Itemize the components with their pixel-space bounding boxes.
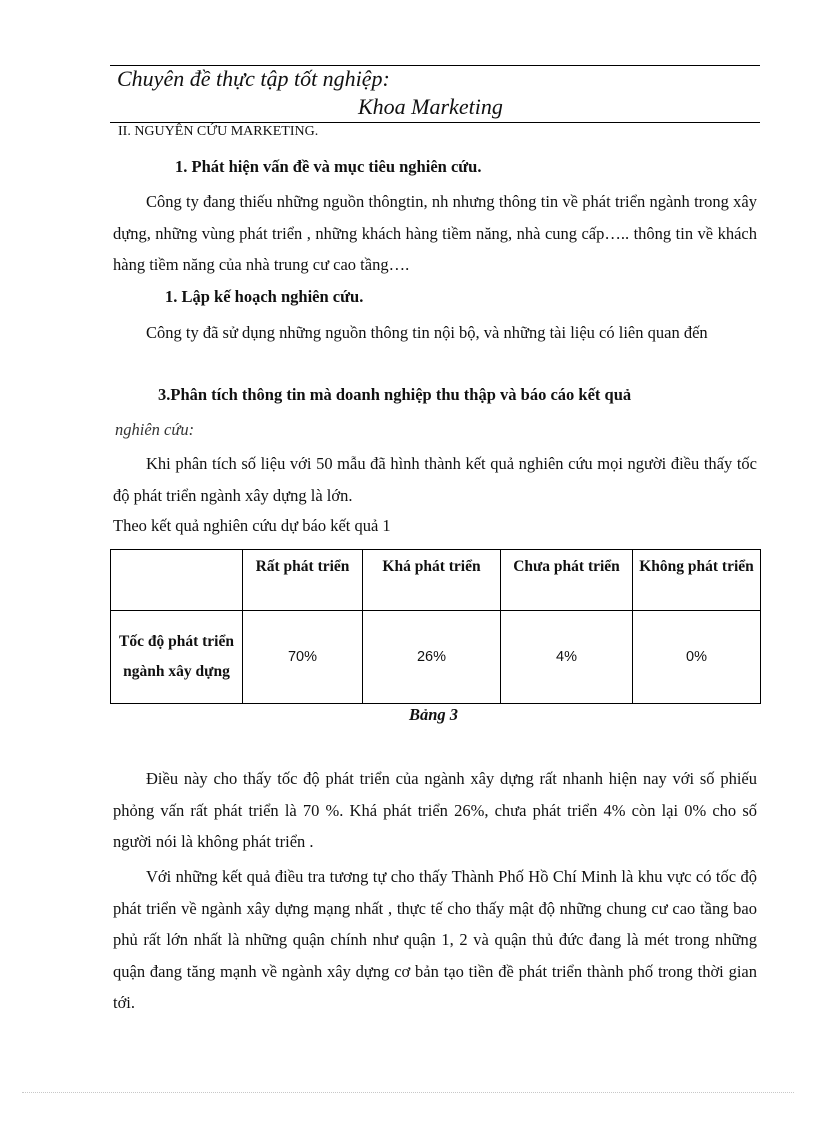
heading-analysis: 3.Phân tích thông tin mà doanh nghiệp thu thập và báo cáo kết quả: [158, 385, 632, 404]
table-header-cell: Khá phát triển: [363, 550, 501, 611]
paragraph-information-sources: Công ty đã sử dụng những nguồn thông tin nội bộ, và những tài liệu có liên quan đến: [146, 323, 708, 342]
header-department: Khoa Marketing: [358, 94, 503, 119]
paragraph-analysis-result: Khi phân tích số liệu với 50 mẫu đã hình thành kết quả nghiên cứu mọi người điều thấy tốc độ phát triển ngành xây dựng là lớn.: [113, 454, 757, 505]
table-cell: 4%: [501, 611, 633, 704]
heading-problem-objectives: 1. Phát hiện vấn đề và mục tiêu nghiên cứu.: [175, 157, 482, 176]
section-title: II. NGUYÊN CỨU MARKETING.: [118, 124, 319, 139]
results-table: [110, 549, 761, 704]
heading-research-plan: 1. Lập kế hoạch nghiên cứu.: [165, 287, 364, 306]
paragraph-hcmc-findings: Với những kết quả điều tra tương tự cho thấy Thành Phố Hồ Chí Minh là khu vực có tốc độ phát triển về ngành xây dựng mạng nhất , thực tế cho thấy mật độ những chung cư cao tầng bao phủ rất lớn nhất là những quận chính như quận 1, 2 và quận thủ đức đang là mét trong những quận đang tăng mạnh về ngành xây dựng cơ bản tạo tiền đề phát triển thành phố trong thời gian tới.: [113, 867, 757, 1012]
table-header-cell: Rất phát triển: [243, 550, 363, 611]
table-caption: Bảng 3: [409, 705, 459, 724]
table-cell: 70%: [243, 611, 363, 704]
table-row: [111, 611, 761, 704]
table-header-cell: [111, 550, 243, 611]
heading-analysis-continued: nghiên cứu:: [115, 420, 195, 439]
table-header-cell: Không phát triển: [633, 550, 761, 611]
header-bottom-rule: [110, 122, 760, 123]
table-cell: 0%: [633, 611, 761, 704]
paragraph-information-gap: Công ty đang thiếu những nguồn thôngtin, nh nhưng thông tin về phát triển ngành trong xây dựng, những vùng phát triển , những khách hàng tiềm năng, nhà cung cấp….. thông tin về khách hàng tiềm năng của nhà trung cư cao tầng….: [113, 192, 757, 274]
paragraph-interpretation: Điều này cho thấy tốc độ phát triển của ngành xây dựng rất nhanh hiện nay với số phiếu phỏng vấn rất phát triển là 70 %. Khá phát triển 26%, chưa phát triển 4% còn lại 0% cho số người nói là không phát triển .: [113, 769, 757, 851]
table-row-label: Tốc độ phát triển ngành xây dựng: [111, 611, 243, 704]
table-header-cell: Chưa phát triển: [501, 550, 633, 611]
header-title: Chuyên đề thực tập tốt nghiệp:: [117, 66, 390, 91]
page-bottom-dotted-border: [22, 1092, 794, 1093]
table-intro-line: Theo kết quả nghiên cứu dự báo kết quả 1: [113, 516, 391, 535]
table-cell: 26%: [363, 611, 501, 704]
table-header-row: [111, 550, 761, 611]
